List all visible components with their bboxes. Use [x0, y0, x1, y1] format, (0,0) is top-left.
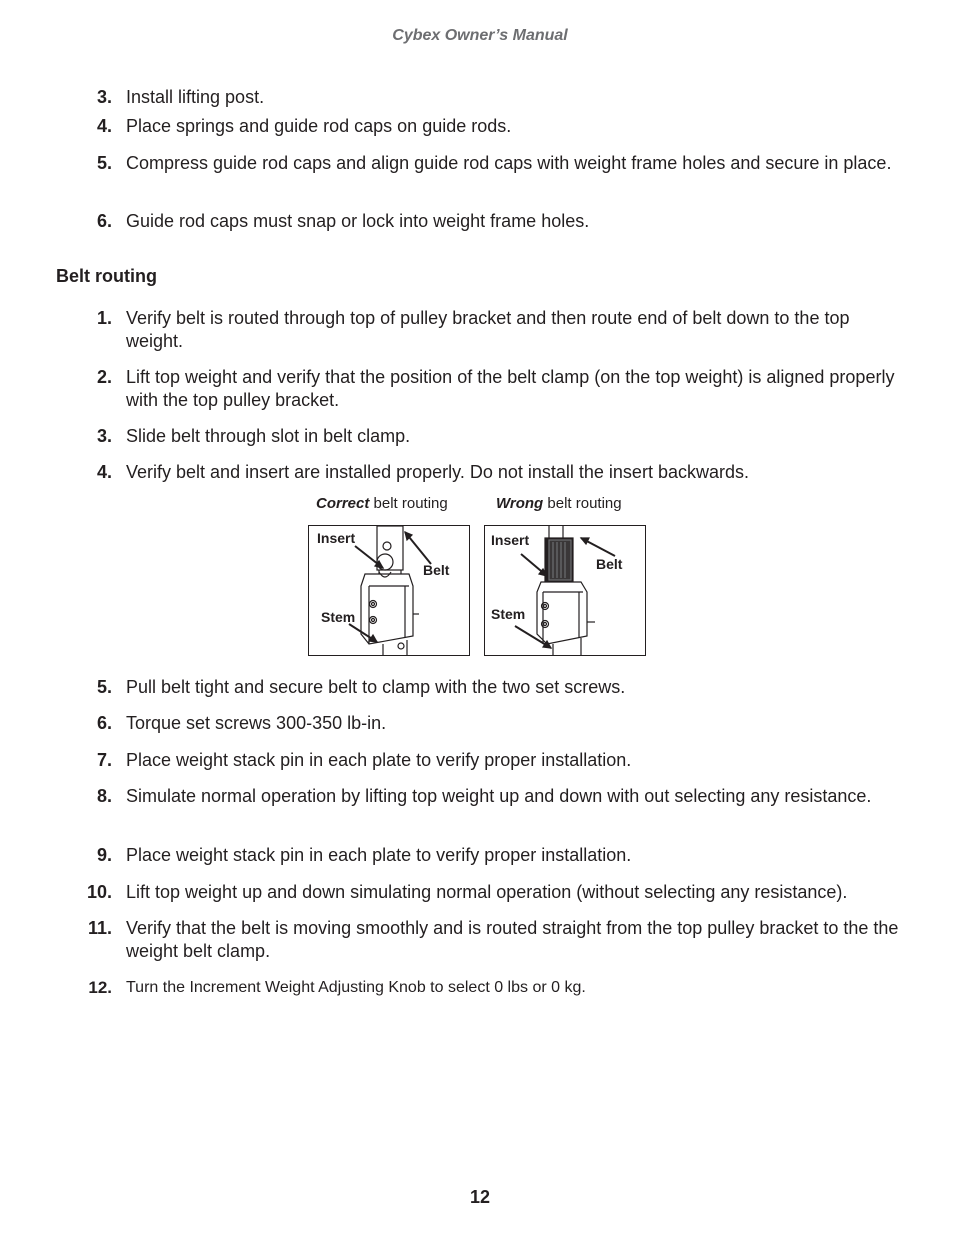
- step-number: 1.: [96, 308, 112, 328]
- list-item: [96, 461, 906, 484]
- step-text: Turn the Increment Weight Adjusting Knob to select 0 lbs or 0 kg.: [126, 979, 586, 996]
- step-text: Verify that the belt is moving smoothly and is routed straight from the top pulley bracket to the the weight belt clamp.: [126, 918, 899, 961]
- step-text: Guide rod caps must snap or lock into weight frame holes.: [126, 211, 590, 231]
- step-text: Pull belt tight and secure belt to clamp with the two set screws.: [126, 677, 626, 697]
- section-title: Belt routing: [56, 266, 157, 286]
- list-item: [96, 676, 906, 699]
- step-number: 10.: [86, 882, 112, 902]
- step-text: Compress guide rod caps and align guide rod caps with weight frame holes and secure in place.: [126, 153, 892, 173]
- list-item: [96, 152, 906, 175]
- step-text: Lift top weight and verify that the position of the belt clamp (on the top weight) is aligned properly with the top pulley bracket.: [126, 367, 895, 410]
- list-item: [96, 366, 906, 411]
- step-text: Place springs and guide rod caps on guide rods.: [126, 116, 512, 136]
- step-text: Simulate normal operation by lifting top weight up and down with out selecting any resistance.: [126, 786, 872, 806]
- list-item: [96, 712, 906, 735]
- step-number: 3.: [96, 426, 112, 446]
- figure-caption-wrong: [496, 495, 622, 512]
- step-number: 5.: [96, 677, 112, 697]
- step-number: 9.: [96, 845, 112, 865]
- step-number: 4.: [96, 462, 112, 482]
- label-insert: Insert: [491, 532, 530, 548]
- figure-correct-belt-routing: [308, 525, 470, 656]
- step-number: 3.: [96, 87, 112, 107]
- list-item: [96, 307, 906, 352]
- list-item: [96, 425, 906, 448]
- list-item: [96, 86, 906, 109]
- step-text: Place weight stack pin in each plate to verify proper installation.: [126, 750, 632, 770]
- label-stem: Stem: [321, 609, 356, 625]
- step-number: 6.: [96, 713, 112, 733]
- step-number: 8.: [96, 786, 112, 806]
- caption-emphasis: Correct: [316, 495, 370, 512]
- step-number: 5.: [96, 153, 112, 173]
- step-text: Slide belt through slot in belt clamp.: [126, 426, 411, 446]
- running-header: Cybex Owner’s Manual: [392, 27, 568, 44]
- list-item: [86, 881, 906, 904]
- caption-text: belt routing: [543, 495, 622, 512]
- step-text: Verify belt and insert are installed properly. Do not install the insert backwards.: [126, 462, 749, 482]
- label-belt: Belt: [423, 562, 450, 578]
- step-number: 7.: [96, 750, 112, 770]
- figure-wrong-belt-routing: [484, 525, 646, 656]
- step-number: 11.: [87, 918, 112, 938]
- step-number: 4.: [96, 116, 112, 136]
- list-item: [96, 210, 906, 233]
- list-item: [96, 844, 906, 867]
- step-number: 6.: [96, 211, 112, 231]
- step-text: Torque set screws 300-350 lb-in.: [126, 713, 387, 733]
- list-item: [87, 917, 906, 962]
- step-text: Lift top weight up and down simulating normal operation (without selecting any resistance).: [126, 882, 848, 902]
- label-insert: Insert: [317, 530, 356, 546]
- list-item: [88, 977, 906, 1000]
- figure-caption-correct: [316, 495, 448, 512]
- label-stem: Stem: [491, 606, 526, 622]
- label-belt: Belt: [596, 556, 623, 572]
- step-number: 12.: [88, 978, 112, 997]
- step-text: Verify belt is routed through top of pulley bracket and then route end of belt down to the top weight.: [126, 308, 850, 351]
- list-item: [96, 115, 906, 138]
- list-item: [96, 785, 906, 808]
- caption-emphasis: Wrong: [496, 495, 544, 512]
- step-number: 2.: [96, 367, 112, 387]
- step-text: Install lifting post.: [126, 87, 265, 107]
- caption-text: belt routing: [369, 495, 448, 512]
- page-number: 12: [469, 1187, 491, 1207]
- list-item: [96, 749, 906, 772]
- step-text: Place weight stack pin in each plate to verify proper installation.: [126, 845, 632, 865]
